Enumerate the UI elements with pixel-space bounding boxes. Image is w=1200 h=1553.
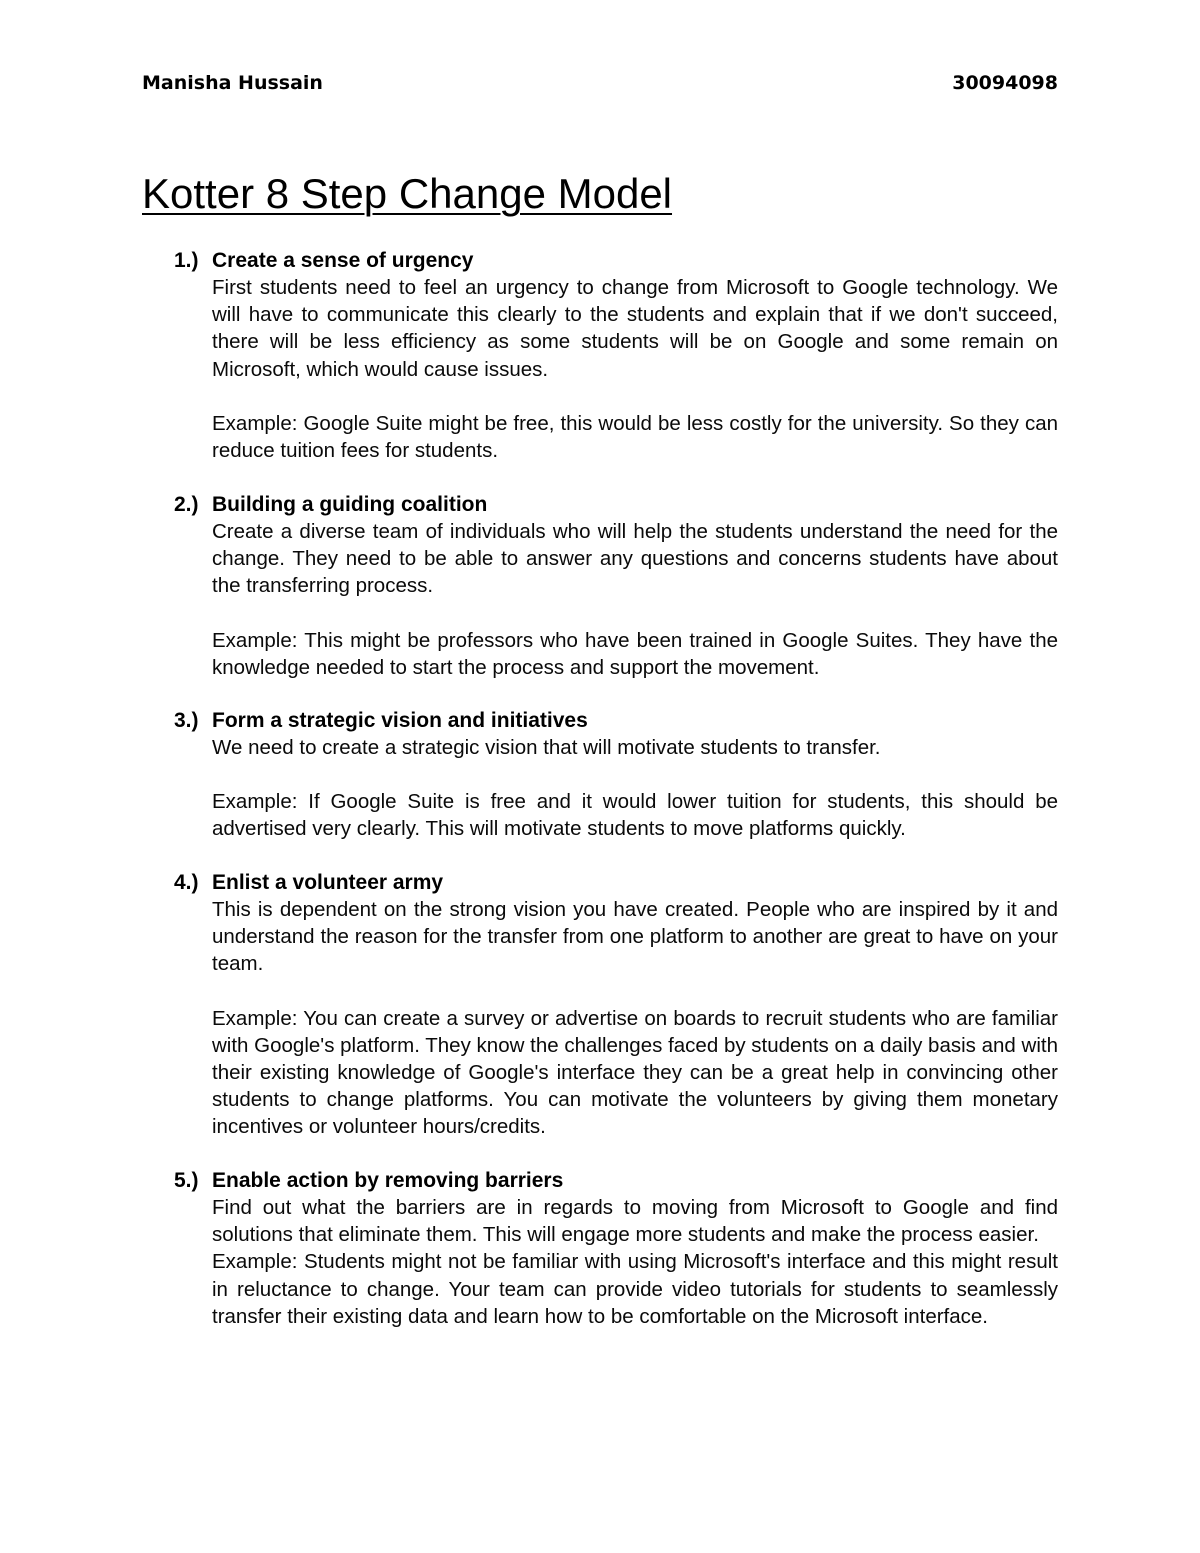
page-header: [142, 72, 1058, 102]
student-id: 30094098: [952, 72, 1058, 94]
author-name: Manisha Hussain: [142, 72, 323, 94]
step-heading: [142, 1167, 1058, 1194]
step-heading: [142, 869, 1058, 896]
step-title: Enlist a volunteer army: [212, 871, 444, 894]
step-example: Example: Students might not be familiar with using Microsoft's interface and this might result in reluctance to change. Your team can provide video tutorials for students to seamlessly transfer their existing data and learn how to be comfortable on the Microsoft interface.: [212, 1250, 1058, 1328]
step-description: Find out what the barriers are in regards to moving from Microsoft to Google and find solutions that eliminate them. This will engage more students and make the process easier.: [212, 1196, 1058, 1247]
step-title: Form a strategic vision and initiatives: [212, 709, 588, 732]
step-heading: [142, 707, 1058, 734]
step-title: Create a sense of urgency: [212, 249, 474, 272]
step-description: This is dependent on the strong vision you have created. People who are inspired by it and understand the reason for the transfer from one platform to another are great to have on your team.: [212, 898, 1058, 976]
step-number: 3.): [174, 709, 199, 732]
step-example: Example: This might be professors who have been trained in Google Suites. They have the knowledge needed to start the process and support the movement.: [212, 628, 1058, 679]
step-number: 1.): [174, 249, 199, 272]
step-title: Building a guiding coalition: [212, 493, 488, 516]
step-example: Example: If Google Suite is free and it would lower tuition for students, this should be advertised very clearly. This will motivate students to move platforms quickly.: [212, 790, 1058, 841]
step-heading: [142, 491, 1058, 518]
step-description: We need to create a strategic vision that will motivate students to transfer.: [212, 736, 881, 759]
step-item: [142, 491, 1058, 681]
step-example: Example: Google Suite might be free, this would be less costly for the university. So they can reduce tuition fees for students.: [212, 411, 1058, 463]
step-item: [142, 869, 1058, 1141]
step-number: 5.): [174, 1169, 199, 1192]
step-number: 4.): [174, 871, 199, 894]
step-number: 2.): [174, 493, 199, 516]
step-title: Enable action by removing barriers: [212, 1169, 564, 1192]
step-example: Example: You can create a survey or advertise on boards to recruit students who are familiar with Google's platform. They know the challenges faced by students on a daily basis and with their existing knowledge of Google's interface they can be a great help in convincing other students to change platforms. You can motivate the volunteers by giving them monetary incentives or volunteer hours/credits.: [212, 1006, 1058, 1139]
step-item: [142, 707, 1058, 843]
document-title: Kotter 8 Step Change Model: [142, 170, 673, 217]
step-description: Create a diverse team of individuals who will help the students understand the need for the change. They need to be able to answer any questions and concerns students have about the transferring process.: [212, 520, 1058, 598]
step-description: First students need to feel an urgency to change from Microsoft to Google technology. We will have to communicate this clearly to the students and explain that if we don't succeed, there will be less efficiency as some students will be on Google and some remain on Microsoft, which would cause issues.: [212, 276, 1058, 381]
step-heading: [142, 247, 1058, 274]
step-item: [142, 1167, 1058, 1330]
step-item: [142, 247, 1058, 464]
